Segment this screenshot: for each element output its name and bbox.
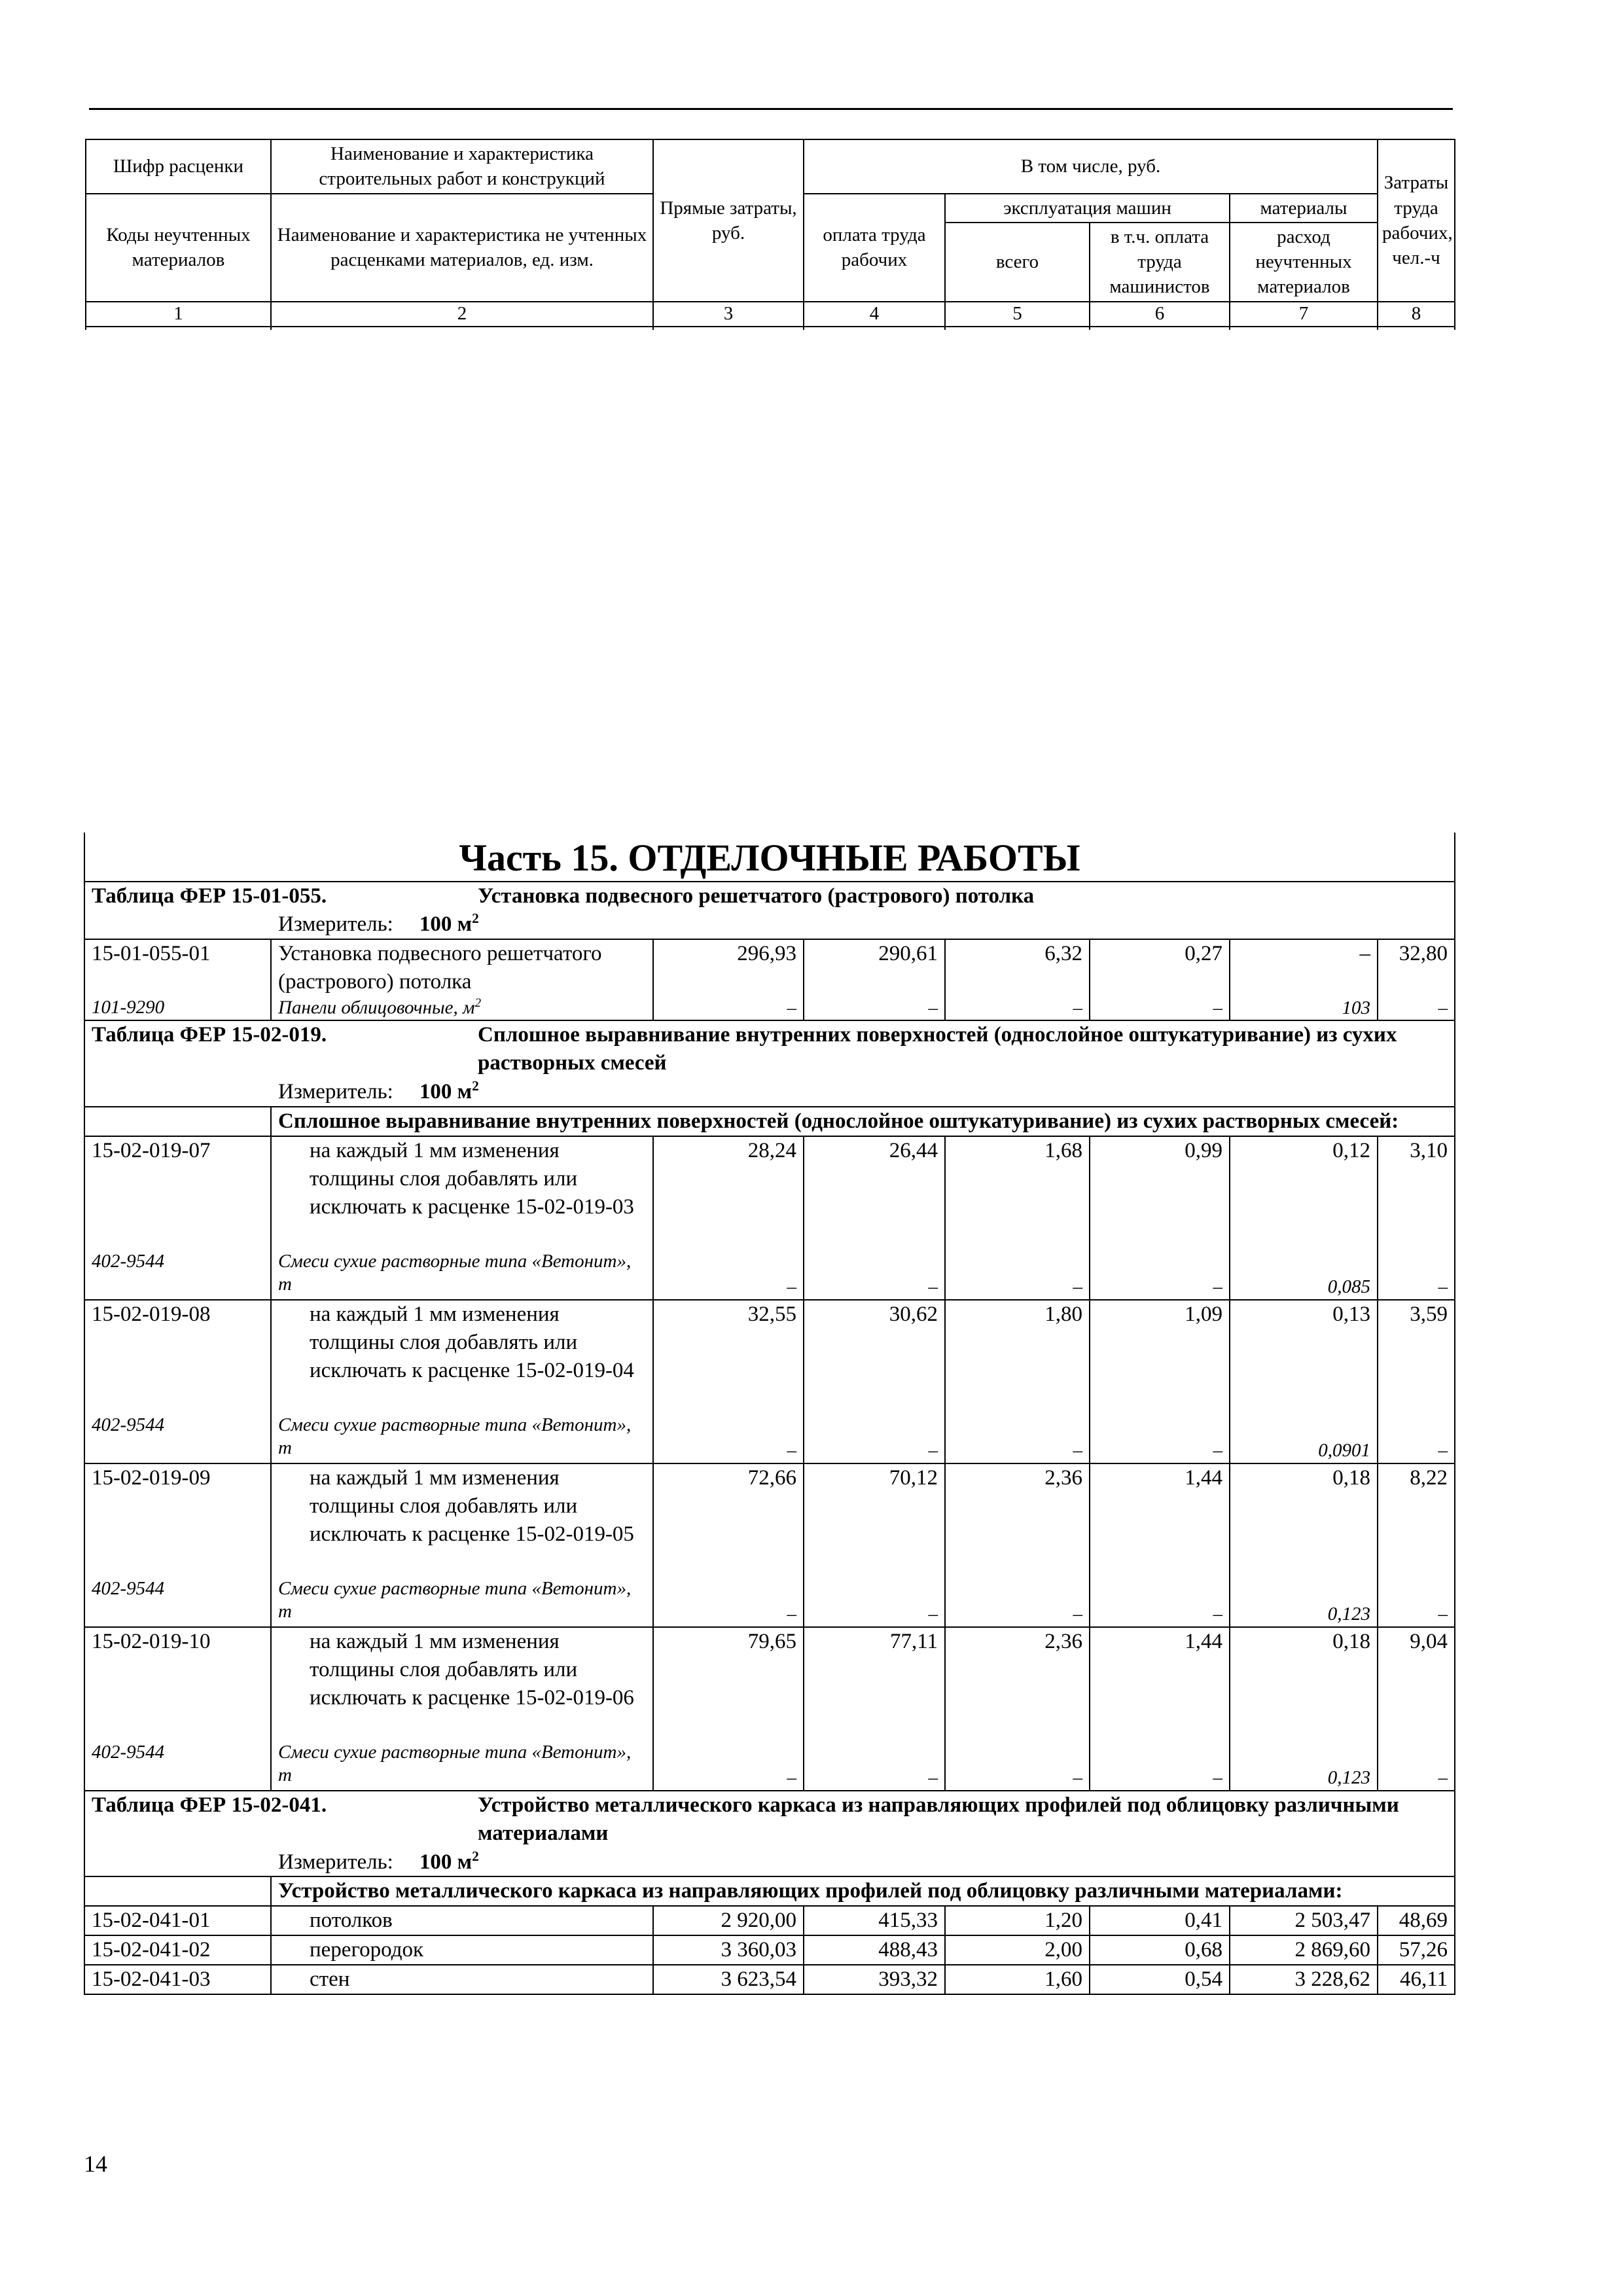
cell-value: –: [945, 1250, 1090, 1300]
hdr-labor-pay: оплата труда рабочих: [804, 194, 945, 302]
header-stub: [1229, 321, 1230, 330]
measure-line: [92, 910, 1448, 939]
cell-value: –: [804, 1741, 945, 1791]
table-heading: [84, 882, 1455, 940]
cell-value: –: [945, 1741, 1090, 1791]
cell-value: 3,10: [1378, 1136, 1455, 1250]
rate-name: потолков: [271, 1906, 653, 1935]
header-stub: [85, 321, 86, 330]
cell-value: –: [945, 1577, 1090, 1627]
hdr-unacc-mat: расход неучтенных материалов: [1230, 223, 1378, 302]
measure-line: [92, 1077, 1448, 1106]
column-header-table: [85, 139, 1455, 327]
cell-value: 79,65: [653, 1627, 804, 1741]
material-code: 402-9544: [84, 1741, 271, 1791]
cell-value: 1,09: [1090, 1300, 1230, 1414]
cell-value: 2,00: [945, 1935, 1090, 1965]
rate-code: 15-02-041-01: [84, 1906, 271, 1935]
section-title: Сплошное выравнивание внутренних поверхностей (однослойное оштукатуривание) из сухих растворных смесей:: [271, 1107, 1455, 1136]
hdr-name: Наименование и характеристика строительных работ и конструкций: [271, 139, 653, 194]
cell-value: 2 920,00: [653, 1906, 804, 1935]
cell-value: 2 503,47: [1230, 1906, 1378, 1935]
cell-value: 0,12: [1230, 1136, 1378, 1250]
cell-value: 0,27: [1090, 939, 1230, 996]
rate-code: 15-02-019-08: [84, 1300, 271, 1414]
cell-value: 6,32: [945, 939, 1090, 996]
cell-value: 48,69: [1378, 1906, 1455, 1935]
cell-value: –: [653, 996, 804, 1020]
part-title: Часть 15. ОТДЕЛОЧНЫЕ РАБОТЫ: [84, 833, 1455, 882]
col-num: 2: [271, 302, 653, 327]
cell-value: 1,44: [1090, 1463, 1230, 1577]
cell-value: 0,68: [1090, 1935, 1230, 1965]
cell-value: 0,99: [1090, 1136, 1230, 1250]
header-stub: [944, 321, 946, 330]
cell-value: 1,44: [1090, 1627, 1230, 1741]
cell-value: 72,66: [653, 1463, 804, 1577]
header-stub: [1377, 321, 1378, 330]
cell-value: 57,26: [1378, 1935, 1455, 1965]
table-title: Сплошное выравнивание внутренних поверхностей (однослойное оштукатуривание) из сухих растворных смесей: [478, 1023, 1397, 1075]
table-heading: [84, 1791, 1455, 1877]
hdr-unacc-codes: Коды неучтенных материалов: [86, 194, 271, 302]
material-name: Смеси сухие растворные типа «Ветонит», т: [271, 1741, 653, 1791]
cell-value: –: [1090, 1577, 1230, 1627]
table-heading: [84, 1020, 1455, 1107]
material-name: Панели облицовочные, $м^2$: [271, 996, 653, 1020]
cell-value: –: [1378, 996, 1455, 1020]
col-num: 3: [653, 302, 804, 327]
cell-value: –: [653, 1414, 804, 1463]
rate-name: перегородок: [271, 1935, 653, 1965]
rate-name: на каждый 1 мм изменения толщины слоя добавлять или исключать к расценке 15-02-019-05: [271, 1463, 653, 1577]
material-code: 402-9544: [84, 1414, 271, 1463]
cell-value: 3 360,03: [653, 1935, 804, 1965]
cell-value: 28,24: [653, 1136, 804, 1250]
cell-value: 296,93: [653, 939, 804, 996]
rate-code: 15-02-019-07: [84, 1136, 271, 1250]
cell-value: –: [804, 996, 945, 1020]
cell-value: 488,43: [804, 1935, 945, 1965]
section-title: Устройство металлического каркаса из направляющих профилей под облицовку различными материалами:: [271, 1876, 1455, 1906]
cell-value: 30,62: [804, 1300, 945, 1414]
cell-value: 290,61: [804, 939, 945, 996]
cell-value: 0,123: [1230, 1577, 1378, 1627]
cell-value: –: [1378, 1250, 1455, 1300]
cell-value: 0,123: [1230, 1741, 1378, 1791]
measure-label: Измеритель:: [278, 1079, 393, 1103]
measure-line: [92, 1848, 1448, 1876]
rate-name: стен: [271, 1965, 653, 1994]
hdr-materials: материалы: [1230, 194, 1378, 223]
header-stub: [1089, 321, 1090, 330]
rate-code: 15-02-019-09: [84, 1463, 271, 1577]
cell-value: –: [804, 1577, 945, 1627]
cell-value: –: [653, 1577, 804, 1627]
cell-value: 0,0901: [1230, 1414, 1378, 1463]
section-blank: [84, 1107, 271, 1136]
cell-value: –: [653, 1250, 804, 1300]
cell-value: 26,44: [804, 1136, 945, 1250]
cell-value: 2 869,60: [1230, 1935, 1378, 1965]
cell-value: 8,22: [1378, 1463, 1455, 1577]
cell-value: 0,41: [1090, 1906, 1230, 1935]
rate-code: 15-02-019-10: [84, 1627, 271, 1741]
hdr-machines: эксплуатация машин: [945, 194, 1230, 223]
header-stub: [1454, 321, 1455, 330]
material-name: Смеси сухие растворные типа «Ветонит», т: [271, 1250, 653, 1300]
hdr-code: Шифр расценки: [86, 139, 271, 194]
cell-value: –: [945, 1414, 1090, 1463]
cell-value: 103: [1230, 996, 1378, 1020]
cell-value: –: [1090, 996, 1230, 1020]
material-code: 402-9544: [84, 1577, 271, 1627]
cell-value: 1,60: [945, 1965, 1090, 1994]
hdr-machines-all: всего: [945, 223, 1090, 302]
cell-value: –: [804, 1250, 945, 1300]
cell-value: 46,11: [1378, 1965, 1455, 1994]
hdr-labor-cost: Затраты труда рабочих, чел.-ч: [1378, 139, 1455, 302]
rate-code: 15-01-055-01: [84, 939, 271, 996]
cell-value: –: [1230, 939, 1378, 996]
rate-name: Установка подвесного решетчатого (растрового) потолка: [271, 939, 653, 996]
cell-value: 0,54: [1090, 1965, 1230, 1994]
cell-value: 77,11: [804, 1627, 945, 1741]
header-stub: [270, 321, 272, 330]
table-title: Установка подвесного решетчатого (растрового) потолка: [478, 884, 1035, 908]
price-table: [84, 833, 1455, 1995]
cell-value: –: [1090, 1414, 1230, 1463]
cell-value: 1,20: [945, 1906, 1090, 1935]
col-num: 4: [804, 302, 945, 327]
cell-value: 32,80: [1378, 939, 1455, 996]
cell-value: 70,12: [804, 1463, 945, 1577]
col-num: 8: [1378, 302, 1455, 327]
header-stub: [652, 321, 654, 330]
cell-value: –: [653, 1741, 804, 1791]
table-label: Таблица ФЕР 15-02-041.: [92, 1793, 327, 1817]
cell-value: 3 623,54: [653, 1965, 804, 1994]
hdr-incl: В том числе, руб.: [804, 139, 1378, 194]
cell-value: –: [945, 996, 1090, 1020]
cell-value: –: [1378, 1741, 1455, 1791]
cell-value: 0,085: [1230, 1250, 1378, 1300]
section-blank: [84, 1876, 271, 1906]
cell-value: –: [1378, 1577, 1455, 1627]
rate-code: 15-02-041-02: [84, 1935, 271, 1965]
material-name: Смеси сухие растворные типа «Ветонит», т: [271, 1414, 653, 1463]
cell-value: 393,32: [804, 1965, 945, 1994]
hdr-unacc-names: Наименование и характеристика не учтенных расценками материалов, ед. изм.: [271, 194, 653, 302]
cell-value: 9,04: [1378, 1627, 1455, 1741]
cell-value: 1,80: [945, 1300, 1090, 1414]
top-rule: [89, 108, 1453, 110]
cell-value: 3 228,62: [1230, 1965, 1378, 1994]
cell-value: 1,68: [945, 1136, 1090, 1250]
cell-value: 2,36: [945, 1463, 1090, 1577]
measure-label: Измеритель:: [278, 1850, 393, 1874]
cell-value: 0,18: [1230, 1627, 1378, 1741]
table-label: Таблица ФЕР 15-02-019.: [92, 1023, 327, 1047]
col-num: 1: [86, 302, 271, 327]
cell-value: –: [1090, 1250, 1230, 1300]
hdr-machinist-pay: в т.ч. оплата труда машинистов: [1090, 223, 1230, 302]
table-label: Таблица ФЕР 15-01-055.: [92, 884, 327, 908]
measure-label: Измеритель:: [278, 912, 393, 937]
cell-value: 0,18: [1230, 1463, 1378, 1577]
cell-value: –: [1378, 1414, 1455, 1463]
cell-value: 0,13: [1230, 1300, 1378, 1414]
col-num: 7: [1230, 302, 1378, 327]
cell-value: 3,59: [1378, 1300, 1455, 1414]
cell-value: 32,55: [653, 1300, 804, 1414]
col-num: 6: [1090, 302, 1230, 327]
header-stub: [803, 321, 804, 330]
material-name: Смеси сухие растворные типа «Ветонит», т: [271, 1577, 653, 1627]
measure-value: 100 $м^2$: [419, 1848, 479, 1874]
cell-value: 415,33: [804, 1906, 945, 1935]
rate-name: на каждый 1 мм изменения толщины слоя добавлять или исключать к расценке 15-02-019-03: [271, 1136, 653, 1250]
col-num: 5: [945, 302, 1090, 327]
page-number: 14: [84, 2151, 107, 2177]
hdr-direct-cost: Прямые затраты, руб.: [653, 139, 804, 302]
table-title: Устройство металлического каркаса из направляющих профилей под облицовку различными материалами: [478, 1793, 1399, 1845]
cell-value: –: [1090, 1741, 1230, 1791]
cell-value: –: [804, 1414, 945, 1463]
rate-name: на каждый 1 мм изменения толщины слоя добавлять или исключать к расценке 15-02-019-04: [271, 1300, 653, 1414]
measure-value: 100 $м^2$: [419, 1077, 479, 1103]
material-code: 101-9290: [84, 996, 271, 1020]
cell-value: 2,36: [945, 1627, 1090, 1741]
material-code: 402-9544: [84, 1250, 271, 1300]
rate-code: 15-02-041-03: [84, 1965, 271, 1994]
measure-value: 100 $м^2$: [419, 910, 479, 937]
rate-name: на каждый 1 мм изменения толщины слоя добавлять или исключать к расценке 15-02-019-06: [271, 1627, 653, 1741]
